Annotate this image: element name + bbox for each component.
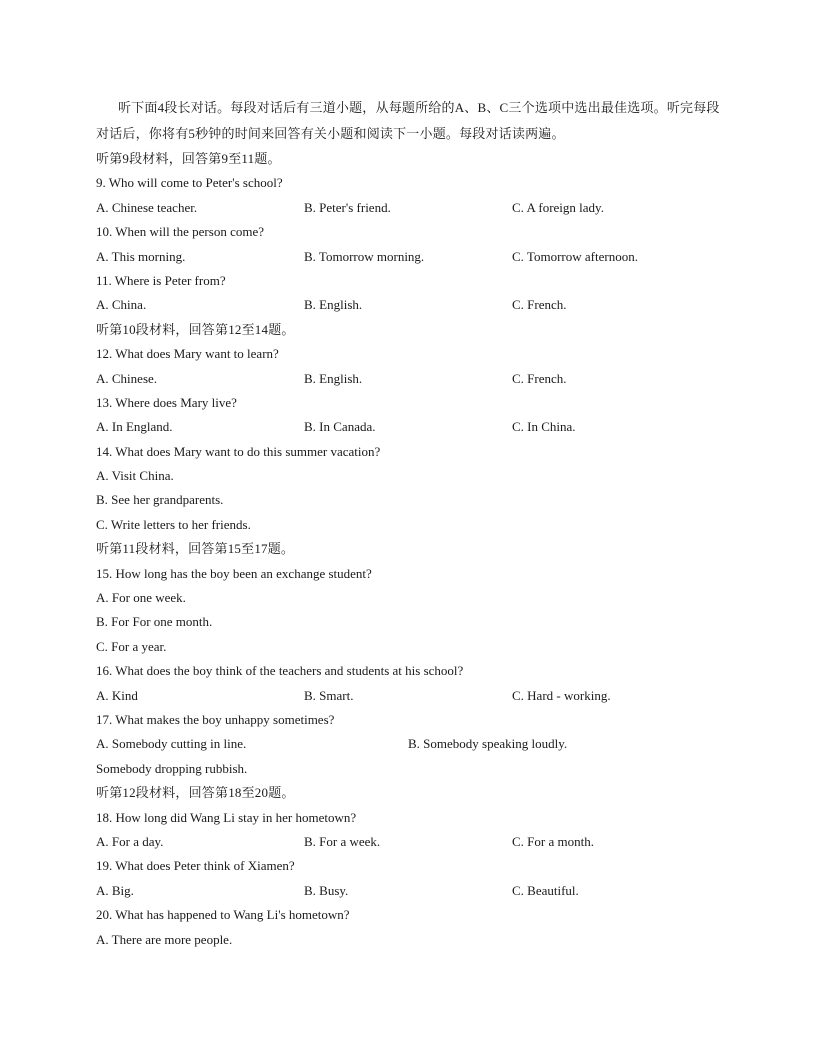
option-13a: A. In England. bbox=[96, 419, 173, 435]
option-14b: B. See her grandparents. bbox=[96, 492, 224, 508]
question-9: 9. Who will come to Peter's school? bbox=[96, 175, 283, 191]
document-content bbox=[96, 95, 726, 952]
options-16 bbox=[96, 684, 726, 708]
option-12b: B. English. bbox=[304, 370, 363, 386]
question-19: 19. What does Peter think of Xiamen? bbox=[96, 858, 295, 874]
option-19a: A. Big. bbox=[96, 882, 134, 898]
question-11: 11. Where is Peter from? bbox=[96, 272, 226, 288]
option-13b: B. In Canada. bbox=[304, 419, 376, 435]
question-12: 12. What does Mary want to learn? bbox=[96, 346, 279, 362]
option-17a: A. Somebody cutting in line. bbox=[96, 736, 247, 752]
question-15: 15. How long has the boy been an exchange student? bbox=[96, 565, 372, 581]
option-11a: A. China. bbox=[96, 297, 147, 313]
option-16a: A. Kind bbox=[96, 687, 138, 703]
section-heading-10: 听第10段材料，回答第12至14题。 bbox=[96, 321, 295, 337]
section-heading-11: 听第11段材料，回答第15至17题。 bbox=[96, 541, 295, 557]
section-heading-9: 听第9段材料，回答第9至11题。 bbox=[96, 151, 281, 166]
option-11b: B. English. bbox=[304, 297, 363, 313]
option-17b: B. Somebody speaking loudly. bbox=[408, 736, 568, 752]
option-18c: C. For a month. bbox=[512, 833, 594, 849]
question-18: 18. How long did Wang Li stay in her hometown? bbox=[96, 809, 357, 825]
question-14: 14. What does Mary want to do this summer vacation? bbox=[96, 443, 381, 459]
question-13: 13. Where does Mary live? bbox=[96, 394, 237, 410]
options-11 bbox=[96, 293, 726, 317]
option-10b: B. Tomorrow morning. bbox=[304, 248, 425, 264]
option-10a: A. This morning. bbox=[96, 248, 186, 264]
options-13 bbox=[96, 415, 726, 439]
option-9b: B. Peter's friend. bbox=[304, 199, 391, 215]
option-18a: A. For a day. bbox=[96, 833, 164, 849]
options-17 bbox=[96, 732, 726, 756]
question-17: 17. What makes the boy unhappy sometimes? bbox=[96, 711, 335, 727]
question-16: 16. What does the boy think of the teachers and students at his school? bbox=[96, 663, 464, 679]
question-10: 10. When will the person come? bbox=[96, 224, 264, 240]
option-15b: B. For For one month. bbox=[96, 614, 213, 630]
option-15a: A. For one week. bbox=[96, 590, 186, 606]
option-15c: C. For a year. bbox=[96, 638, 167, 654]
option-17c: Somebody dropping rubbish. bbox=[96, 760, 248, 776]
option-12a: A. Chinese. bbox=[96, 370, 158, 386]
option-20a: A. There are more people. bbox=[96, 931, 233, 947]
option-19c: C. Beautiful. bbox=[512, 882, 579, 898]
option-19b: B. Busy. bbox=[304, 882, 349, 898]
option-16c: C. Hard - working. bbox=[512, 687, 611, 703]
option-12c: C. French. bbox=[512, 370, 567, 386]
section-heading-12: 听第12段材料，回答第18至20题。 bbox=[96, 785, 295, 801]
options-9 bbox=[96, 196, 726, 220]
option-11c: C. French. bbox=[512, 297, 567, 313]
option-10c: C. Tomorrow afternoon. bbox=[512, 248, 638, 264]
option-16b: B. Smart. bbox=[304, 687, 354, 703]
options-18 bbox=[96, 830, 726, 854]
option-14c: C. Write letters to her friends. bbox=[96, 516, 251, 532]
question-20: 20. What has happened to Wang Li's hometown? bbox=[96, 907, 350, 923]
option-14a: A. Visit China. bbox=[96, 468, 174, 484]
options-12 bbox=[96, 367, 726, 391]
option-18b: B. For a week. bbox=[304, 833, 381, 849]
option-9c: C. A foreign lady. bbox=[512, 199, 604, 215]
option-9a: A. Chinese teacher. bbox=[96, 199, 198, 215]
instructions: 听下面4段长对话。每段对话后有三道小题，从每题所给的A、B、C三个选项中选出最佳选项。听完每段对话后，你将有5秒钟的时间来回答有关小题和阅读下一小题。每段对话读两遍。 bbox=[96, 100, 720, 141]
option-13c: C. In China. bbox=[512, 419, 576, 435]
options-10 bbox=[96, 245, 726, 269]
options-19 bbox=[96, 879, 726, 903]
